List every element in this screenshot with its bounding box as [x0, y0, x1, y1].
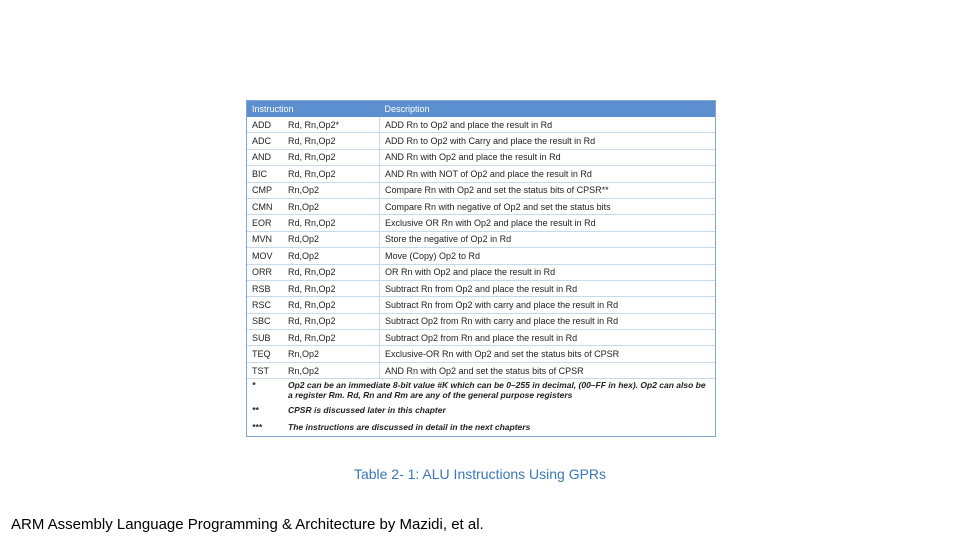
instruction-mnemonic: ORR — [247, 264, 283, 280]
footnote — [247, 419, 715, 436]
instruction-table — [247, 101, 715, 436]
instruction-operands: Rd,Op2 — [283, 231, 380, 247]
footer-credit: ARM Assembly Language Programming & Architecture by Mazidi, et al. — [11, 516, 484, 533]
instruction-mnemonic: BIC — [247, 166, 283, 182]
footnote-row — [247, 401, 715, 418]
table-row — [247, 182, 715, 198]
instruction-description: Compare Rn with negative of Op2 and set the status bits — [380, 198, 716, 214]
footnote-row — [247, 379, 715, 402]
instruction-mnemonic: ADC — [247, 133, 283, 149]
instruction-description: Compare Rn with Op2 and set the status bits of CPSR** — [380, 182, 716, 198]
alu-instruction-table — [246, 100, 716, 437]
instruction-operands: Rd, Rn,Op2 — [283, 133, 380, 149]
instruction-mnemonic: AND — [247, 149, 283, 165]
instruction-operands: Rd, Rn,Op2 — [283, 313, 380, 329]
instruction-operands: Rd, Rn,Op2* — [283, 117, 380, 133]
instruction-mnemonic: SBC — [247, 313, 283, 329]
table-row — [247, 149, 715, 165]
instruction-operands: Rn,Op2 — [283, 346, 380, 362]
footnote-symbol: ** — [252, 404, 259, 415]
instruction-operands: Rn,Op2 — [283, 198, 380, 214]
instruction-operands: Rd,Op2 — [283, 248, 380, 264]
instruction-operands: Rd, Rn,Op2 — [283, 149, 380, 165]
instruction-operands: Rn,Op2 — [283, 182, 380, 198]
instruction-description: ADD Rn to Op2 with Carry and place the result in Rd — [380, 133, 716, 149]
instruction-description: Exclusive OR Rn with Op2 and place the result in Rd — [380, 215, 716, 231]
footnote-text: Op2 can be an immediate 8-bit value #K which can be 0–255 in decimal, (00–FF in hex). Op2 can also be a register Rm. Rd, Rn and Rm are any of the general purpose registers — [288, 380, 706, 401]
table-row — [247, 297, 715, 313]
table-row — [247, 346, 715, 362]
table-caption: Table 2- 1: ALU Instructions Using GPRs — [353, 466, 607, 482]
instruction-mnemonic: CMN — [247, 198, 283, 214]
instruction-description: AND Rn with NOT of Op2 and place the result in Rd — [380, 166, 716, 182]
table-row — [247, 313, 715, 329]
instruction-mnemonic: TEQ — [247, 346, 283, 362]
footnote-text: CPSR is discussed later in this chapter — [288, 404, 446, 415]
table-row — [247, 248, 715, 264]
instruction-mnemonic: RSC — [247, 297, 283, 313]
instruction-description: Store the negative of Op2 in Rd — [380, 231, 716, 247]
instruction-operands: Rd, Rn,Op2 — [283, 215, 380, 231]
table-row — [247, 330, 715, 346]
instruction-mnemonic: MVN — [247, 231, 283, 247]
footnote — [247, 401, 715, 418]
header-description: Description — [380, 101, 716, 117]
instruction-mnemonic: TST — [247, 362, 283, 378]
instruction-mnemonic: CMP — [247, 182, 283, 198]
instruction-description: Subtract Op2 from Rn with carry and place the result in Rd — [380, 313, 716, 329]
instruction-mnemonic: RSB — [247, 280, 283, 296]
instruction-description: AND Rn with Op2 and set the status bits of CPSR — [380, 362, 716, 378]
table-row — [247, 117, 715, 133]
instruction-description: Exclusive-OR Rn with Op2 and set the status bits of CPSR — [380, 346, 716, 362]
table-row — [247, 362, 715, 378]
instruction-operands: Rd, Rn,Op2 — [283, 264, 380, 280]
table-row — [247, 280, 715, 296]
footnote — [247, 379, 715, 402]
footnote-row — [247, 419, 715, 436]
table-row — [247, 231, 715, 247]
table-row — [247, 198, 715, 214]
instruction-mnemonic: MOV — [247, 248, 283, 264]
header-instruction: Instruction — [247, 101, 380, 117]
instruction-description: ADD Rn to Op2 and place the result in Rd — [380, 117, 716, 133]
instruction-operands: Rd, Rn,Op2 — [283, 166, 380, 182]
instruction-mnemonic: SUB — [247, 330, 283, 346]
instruction-operands: Rd, Rn,Op2 — [283, 280, 380, 296]
footnote-text: The instructions are discussed in detail in the next chapters — [288, 422, 531, 433]
table-row — [247, 215, 715, 231]
footnote-symbol: * — [252, 380, 256, 391]
instruction-operands: Rd, Rn,Op2 — [283, 330, 380, 346]
instruction-operands: Rd, Rn,Op2 — [283, 297, 380, 313]
instruction-description: Subtract Rn from Op2 with carry and place the result in Rd — [380, 297, 716, 313]
footnote-symbol: *** — [252, 422, 262, 433]
instruction-operands: Rn,Op2 — [283, 362, 380, 378]
instruction-description: OR Rn with Op2 and place the result in Rd — [380, 264, 716, 280]
instruction-description: Move (Copy) Op2 to Rd — [380, 248, 716, 264]
instruction-description: Subtract Rn from Op2 and place the result in Rd — [380, 280, 716, 296]
instruction-mnemonic: ADD — [247, 117, 283, 133]
table-row — [247, 166, 715, 182]
instruction-description: AND Rn with Op2 and place the result in Rd — [380, 149, 716, 165]
table-row — [247, 133, 715, 149]
table-header-row — [247, 101, 715, 117]
instruction-description: Subtract Op2 from Rn and place the result in Rd — [380, 330, 716, 346]
table-row — [247, 264, 715, 280]
instruction-mnemonic: EOR — [247, 215, 283, 231]
